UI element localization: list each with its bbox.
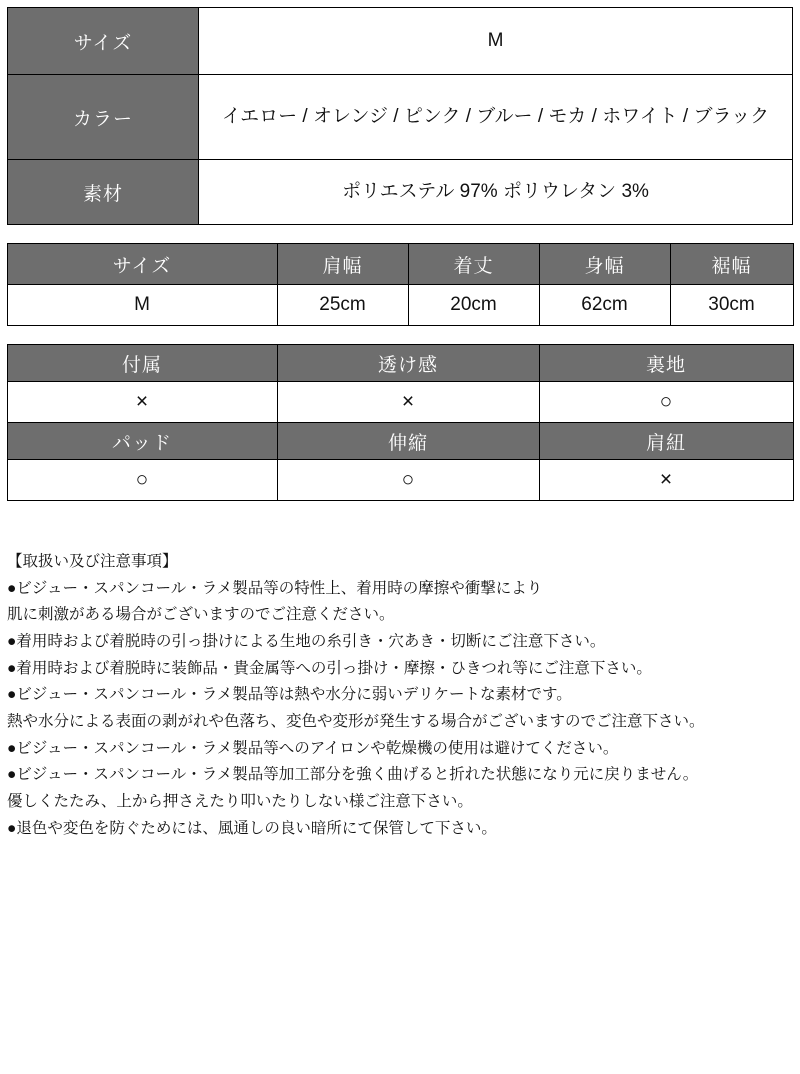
care-note-line: ●ビジュー・スパンコール・ラメ製品等は熱や水分に弱いデリケートな素材です。 — [7, 686, 572, 704]
table-row — [7, 460, 793, 501]
spec-value-material: ポリエステル 97% ポリウレタン 3% — [199, 160, 793, 225]
table-row — [8, 8, 793, 75]
attribute-table — [7, 344, 794, 501]
table-row — [8, 160, 793, 225]
measurement-cell-bust: 62cm — [539, 285, 670, 326]
attribute-value-accessory: × — [7, 382, 277, 423]
attribute-value-pad: ○ — [7, 460, 277, 501]
care-note-line: ●着用時および着脱時の引っ掛けによる生地の糸引き・穴あき・切断にご注意下さい。 — [7, 632, 606, 650]
measurement-cell-hem: 30cm — [670, 285, 793, 326]
product-spec-page — [0, 7, 800, 1074]
attribute-value-stretch: ○ — [277, 460, 539, 501]
measurement-cell-shoulder: 25cm — [277, 285, 408, 326]
spec-value-size: M — [199, 8, 793, 75]
attribute-header-accessory: 付属 — [7, 345, 277, 382]
table-header-row — [7, 345, 793, 382]
care-note-line: ●ビジュー・スパンコール・ラメ製品等へのアイロンや乾燥機の使用は避けてください。 — [7, 739, 619, 757]
attribute-header-strap: 肩紐 — [539, 423, 793, 460]
spec-table — [7, 7, 793, 225]
care-note-line: ●ビジュー・スパンコール・ラメ製品等の特性上、着用時の摩擦や衝撃により — [7, 579, 543, 597]
attribute-header-pad: パッド — [7, 423, 277, 460]
measurement-table — [7, 243, 794, 326]
care-notes-title: 【取扱い及び注意事項】 — [7, 553, 178, 570]
measurement-header-shoulder: 肩幅 — [277, 244, 408, 285]
measurement-cell-size: M — [7, 285, 277, 326]
table-header-row — [7, 423, 793, 460]
care-note-line: ●ビジュー・スパンコール・ラメ製品等加工部分を強く曲げると折れた状態になり元に戻りません。 — [7, 766, 699, 784]
spec-value-color: イエロー / オレンジ / ピンク / ブルー / モカ / ホワイト / ブラック — [199, 75, 793, 160]
measurement-header-hem: 裾幅 — [670, 244, 793, 285]
care-note-line: 優しくたたみ、上から押さえたり叩いたりしない様ご注意下さい。 — [7, 792, 473, 810]
measurement-header-size: サイズ — [7, 244, 277, 285]
measurement-header-bust: 身幅 — [539, 244, 670, 285]
care-note-line: ●着用時および着脱時に装飾品・貴金属等への引っ掛け・摩擦・ひきつれ等にご注意下さい。 — [7, 659, 652, 677]
care-notes — [7, 501, 793, 842]
table-row — [8, 75, 793, 160]
measurement-header-length: 着丈 — [408, 244, 539, 285]
attribute-header-lining: 裏地 — [539, 345, 793, 382]
spec-label-material: 素材 — [8, 160, 199, 225]
attribute-header-sheerness: 透け感 — [277, 345, 539, 382]
care-note-line: 熱や水分による表面の剥がれや色落ち、変色や変形が発生する場合がございますのでご注意下さい。 — [7, 712, 705, 730]
attribute-header-stretch: 伸縮 — [277, 423, 539, 460]
spec-label-size: サイズ — [8, 8, 199, 75]
measurement-cell-length: 20cm — [408, 285, 539, 326]
spec-label-color: カラー — [8, 75, 199, 160]
care-note-line: 肌に刺激がある場合がございますのでご注意ください。 — [7, 606, 395, 624]
attribute-value-lining: ○ — [539, 382, 793, 423]
care-note-line: ●退色や変色を防ぐためには、風通しの良い暗所にて保管して下さい。 — [7, 819, 497, 837]
table-row — [7, 382, 793, 423]
attribute-value-strap: × — [539, 460, 793, 501]
table-row — [7, 285, 793, 326]
attribute-value-sheerness: × — [277, 382, 539, 423]
table-header-row — [7, 244, 793, 285]
